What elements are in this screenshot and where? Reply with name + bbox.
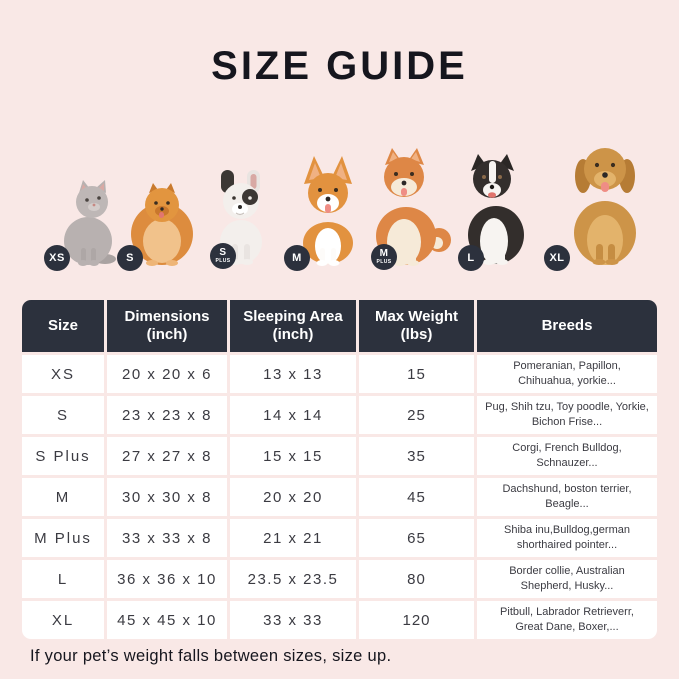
cell-size: XL bbox=[22, 601, 104, 639]
cell-max-weight: 80 bbox=[359, 560, 474, 598]
cell-max-weight: 35 bbox=[359, 437, 474, 475]
cell-breeds: Pitbull, Labrador Retrieverr, Great Dane, Boxer,... bbox=[477, 601, 657, 639]
cell-max-weight: 65 bbox=[359, 519, 474, 557]
cell-dimensions: 27 x 27 x 8 bbox=[107, 437, 227, 475]
size-badge-m bbox=[284, 245, 310, 271]
cell-max-weight: 45 bbox=[359, 478, 474, 516]
header-line1: Max Weight bbox=[374, 308, 459, 325]
size-badge-s-plus bbox=[210, 243, 236, 269]
cell-size: L bbox=[22, 560, 104, 598]
cell-breeds: Border collie, Australian Shepherd, Husky... bbox=[477, 560, 657, 598]
cell-sleeping-area: 33 x 33 bbox=[230, 601, 356, 639]
header-line2: (inch) bbox=[146, 326, 188, 343]
column-header-max-weight bbox=[359, 300, 474, 352]
cell-max-weight: 15 bbox=[359, 355, 474, 393]
cell-dimensions: 30 x 30 x 8 bbox=[107, 478, 227, 516]
cell-sleeping-area: 21 x 21 bbox=[230, 519, 356, 557]
header-line2: (lbs) bbox=[400, 326, 433, 343]
cell-dimensions: 23 x 23 x 8 bbox=[107, 396, 227, 434]
cell-size: XS bbox=[22, 355, 104, 393]
cell-sleeping-area: 15 x 15 bbox=[230, 437, 356, 475]
size-badge-s bbox=[117, 245, 143, 271]
badge-label: XL bbox=[549, 251, 565, 264]
cell-sleeping-area: 23.5 x 23.5 bbox=[230, 560, 356, 598]
cell-size: M bbox=[22, 478, 104, 516]
cell-dimensions: 36 x 36 x 10 bbox=[107, 560, 227, 598]
cell-sleeping-area: 14 x 14 bbox=[230, 396, 356, 434]
size-badge-m-plus bbox=[371, 244, 397, 270]
size-badge-xl bbox=[544, 245, 570, 271]
cell-dimensions: 33 x 33 x 8 bbox=[107, 519, 227, 557]
page-title: SIZE GUIDE bbox=[211, 44, 468, 88]
header-line1: Sleeping Area bbox=[243, 308, 343, 325]
golden-retriever-image bbox=[566, 140, 644, 266]
footnote: If your pet’s weight falls between sizes, size up. bbox=[30, 647, 392, 665]
cell-sleeping-area: 20 x 20 bbox=[230, 478, 356, 516]
column-header-dimensions bbox=[107, 300, 227, 352]
cell-breeds: Shiba inu,Bulldog,german shorthaired pointer... bbox=[477, 519, 657, 557]
cell-breeds: Pug, Shih tzu, Toy poodle, Yorkie, Bichon Frise... bbox=[477, 396, 657, 434]
badge-sublabel: PLUS bbox=[215, 258, 231, 264]
badge-label: S bbox=[126, 251, 134, 264]
cell-size: S Plus bbox=[22, 437, 104, 475]
header-line1: Breeds bbox=[541, 317, 593, 334]
badge-sublabel: PLUS bbox=[376, 259, 392, 265]
cell-dimensions: 20 x 20 x 6 bbox=[107, 355, 227, 393]
column-header-breeds bbox=[477, 300, 657, 352]
column-header-sleeping-area bbox=[230, 300, 356, 352]
cell-max-weight: 25 bbox=[359, 396, 474, 434]
badge-label: S bbox=[219, 247, 227, 258]
header-line1: Dimensions bbox=[124, 308, 210, 325]
size-badge-xs bbox=[44, 245, 70, 271]
cell-breeds: Dachshund, boston terrier, Beagle... bbox=[477, 478, 657, 516]
cell-size: M Plus bbox=[22, 519, 104, 557]
cell-size: S bbox=[22, 396, 104, 434]
cell-breeds: Pomeranian, Papillon, Chihuahua, yorkie... bbox=[477, 355, 657, 393]
cell-breeds: Corgi, French Bulldog, Schnauzer... bbox=[477, 437, 657, 475]
golden-retriever-icon bbox=[566, 140, 644, 266]
badge-label: M bbox=[292, 251, 302, 264]
header-line1: Size bbox=[47, 317, 78, 334]
cell-max-weight: 120 bbox=[359, 601, 474, 639]
size-badge-l bbox=[458, 245, 484, 271]
header-line2: (inch) bbox=[272, 326, 314, 343]
badge-label: XS bbox=[49, 251, 65, 264]
badge-label: L bbox=[467, 251, 475, 264]
size-table bbox=[22, 300, 657, 639]
cell-dimensions: 45 x 45 x 10 bbox=[107, 601, 227, 639]
column-header-size bbox=[22, 300, 104, 352]
badge-label: M bbox=[379, 248, 389, 259]
cell-sleeping-area: 13 x 13 bbox=[230, 355, 356, 393]
